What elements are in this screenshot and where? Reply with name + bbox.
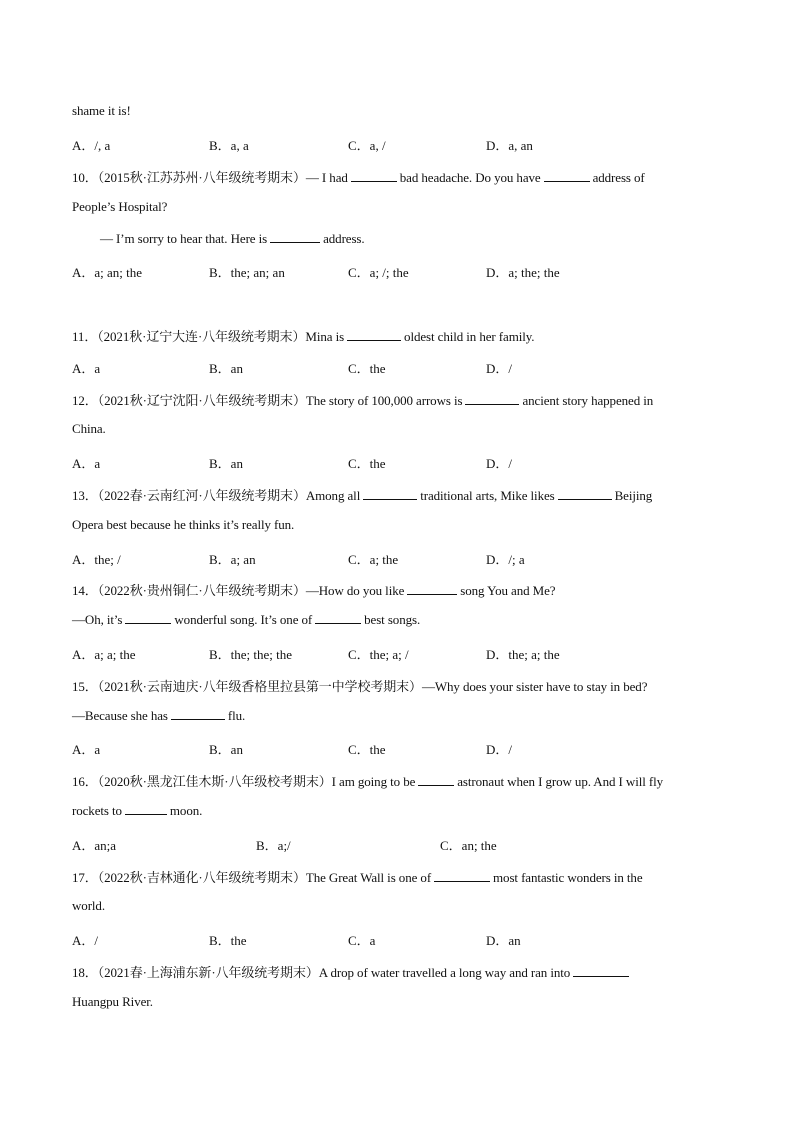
q17-text-2: most fantastic wonders in the [493,870,643,885]
q17-option-d: D．an [486,933,521,948]
question-16-line-2 [72,803,202,819]
q14-option-c: C．the; a; / [348,647,409,662]
question-10-line-3 [100,231,365,247]
question-15-stem: 15．（2021秋·云南迪庆·八年级香格里拉县第一中学校考期末）—Why does your sister have to stay in bed? [72,679,648,694]
q11-text-1: 11．（2021秋·辽宁大连·八年级统考期末）Mina is [72,329,345,344]
q13-option-b: B．a; an [209,552,256,567]
q9-option-a: A．/, a [72,138,111,153]
q12-text-2: ancient story happened in [522,393,654,408]
question-15-line-2 [72,708,245,724]
q13-option-c: C．a; the [348,552,399,567]
question-10-stem [72,167,645,186]
q10-reply-end: address. [323,231,365,246]
q16-text-3: rockets to [72,803,122,818]
q12-option-c: C．the [348,456,386,471]
q14-reply-2: wonderful song. It’s one of [174,612,313,627]
question-9-continuation: shame it is! [72,103,131,118]
q14-reply-1: —Oh, it’s [72,612,123,627]
answer-blank [573,965,629,977]
q12-option-d: D．/ [486,456,513,471]
q15-option-d: D．/ [486,742,513,757]
q9-option-d: D．a, an [486,138,533,153]
question-14-stem [72,580,555,599]
q17-option-c: C．a [348,933,376,948]
question-10-line-2: People’s Hospital? [72,199,168,214]
answer-blank [315,612,361,624]
q11-option-b: B．an [209,361,243,376]
answer-blank [363,488,417,500]
answer-blank [351,170,397,182]
q15-option-c: C．the [348,742,386,757]
question-14-line-2 [72,612,420,628]
q10-text-3: address of [592,170,645,185]
q11-option-a: A．a [72,361,101,376]
answer-blank [171,708,225,720]
answer-blank [558,488,612,500]
answer-blank [270,231,320,243]
q14-option-d: D．the; a; the [486,647,560,662]
question-17-line-2: world. [72,898,105,913]
q10-text-1: 10．（2015秋·江苏苏州·八年级统考期末）— I had [72,170,348,185]
q9-option-b: B．a, a [209,138,249,153]
q12-option-a: A．a [72,456,101,471]
q11-option-d: D．/ [486,361,513,376]
q10-option-c: C．a; /; the [348,265,409,280]
q9-option-c: C．a, / [348,138,386,153]
q16-option-a: A．an;a [72,838,117,853]
q14-text-1: 14．（2022秋·贵州铜仁·八年级统考期末）—How do you like [72,583,405,598]
q14-option-a: A．a; a; the [72,647,136,662]
q14-option-b: B．the; the; the [209,647,293,662]
q15-reply-2: flu. [227,708,246,723]
answer-blank [347,329,401,341]
q16-option-b: B．a;/ [256,838,291,853]
question-17-stem [72,867,643,886]
q18-text-1: 18．（2021春·上海浦东新·八年级统考期末）A drop of water travelled a long way and ran into [72,965,571,980]
answer-blank [125,803,167,815]
q12-option-b: B．an [209,456,243,471]
answer-blank [434,870,490,882]
answer-blank [465,393,519,405]
question-12-stem [72,390,653,409]
q10-option-b: B．the; an; an [209,265,285,280]
question-13-line-2: Opera best because he thinks it’s really fun. [72,517,295,532]
q15-option-b: B．an [209,742,243,757]
q13-text-2: traditional arts, Mike likes [420,488,555,503]
question-16-stem [72,771,663,790]
q16-text-2: astronaut when I grow up. And I will fly [457,774,664,789]
q16-text-4: moon. [169,803,203,818]
question-18-stem [72,962,632,981]
answer-blank [544,170,590,182]
q17-option-a: A．/ [72,933,99,948]
q16-text-1: 16．（2020秋·黑龙江佳木斯·八年级校考期末）I am going to be [72,774,416,789]
q10-reply: — I’m sorry to hear that. Here is [100,231,268,246]
q13-option-d: D．/; a [486,552,525,567]
answer-blank [125,612,171,624]
q17-text-1: 17．（2022秋·吉林通化·八年级统考期末）The Great Wall is one of [72,870,432,885]
q13-option-a: A．the; / [72,552,121,567]
question-13-stem [72,485,652,504]
answer-blank [418,774,454,786]
q14-text-2: song You and Me? [460,583,556,598]
q10-text-2: bad headache. Do you have [399,170,541,185]
q15-option-a: A．a [72,742,101,757]
q11-option-c: C．the [348,361,386,376]
question-12-line-2: China. [72,421,106,436]
q10-option-d: D．a; the; the [486,265,560,280]
q16-option-c: C．an; the [440,838,497,853]
q12-text-1: 12．（2021秋·辽宁沈阳·八年级统考期末）The story of 100,000 arrows is [72,393,463,408]
q14-reply-3: best songs. [364,612,421,627]
answer-blank [407,583,457,595]
q15-reply-1: —Because she has [72,708,168,723]
question-18-line-2: Huangpu River. [72,994,153,1009]
q10-option-a: A．a; an; the [72,265,143,280]
q11-text-2: oldest child in her family. [404,329,535,344]
q13-text-3: Beijing [614,488,653,503]
q13-text-1: 13．（2022春·云南红河·八年级统考期末）Among all [72,488,361,503]
q17-option-b: B．the [209,933,247,948]
question-11-stem [72,326,534,345]
